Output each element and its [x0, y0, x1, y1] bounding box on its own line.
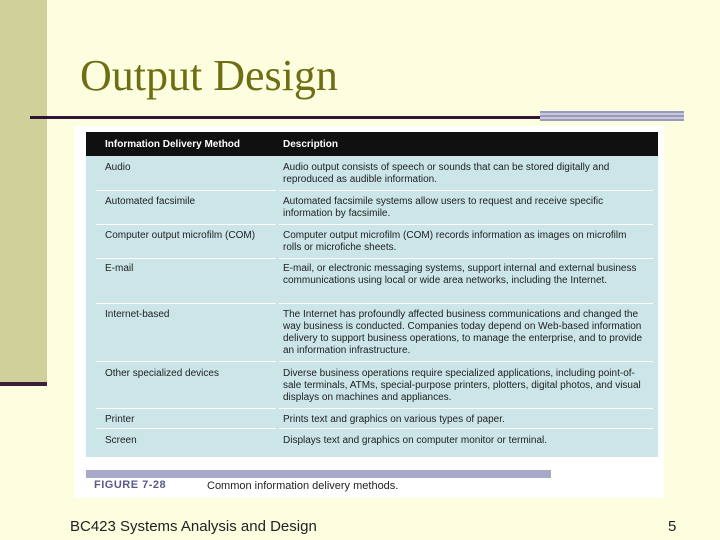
row-separator [279, 428, 653, 429]
row-method: E-mail [105, 263, 134, 274]
row-separator [96, 190, 276, 191]
row-separator [279, 224, 653, 225]
row-separator [96, 303, 276, 304]
row-separator [96, 361, 276, 362]
title-rule-accent [540, 111, 684, 121]
header-method: Information Delivery Method [105, 139, 241, 150]
figure [74, 126, 664, 498]
delivery-methods-table [86, 132, 658, 457]
row-method: Internet-based [105, 309, 170, 320]
row-description: The Internet has profoundly affected business communications and changed the way business is conducted. Companies today depend on Web-based information delivery to support business operations, to manage the enterprise, and to provide an information infrastructure. [283, 309, 643, 356]
footer-course: BC423 Systems Analysis and Design [70, 518, 317, 535]
row-separator [96, 408, 276, 409]
title-rule [30, 116, 540, 119]
row-description: E-mail, or electronic messaging systems, support internal and external business communications using local or wide area networks, including the Internet. [283, 263, 637, 286]
row-method: Audio [105, 162, 131, 173]
row-method: Screen [105, 435, 137, 446]
row-separator [279, 258, 653, 259]
row-description: Audio output consists of speech or sounds that can be stored digitally and reproduced as audible information. [283, 162, 610, 185]
row-separator [279, 361, 653, 362]
row-description: Displays text and graphics on computer monitor or terminal. [283, 435, 548, 446]
row-separator [96, 224, 276, 225]
slide-title: Output Design [80, 51, 338, 100]
left-accent-bar [0, 0, 47, 385]
row-separator [279, 190, 653, 191]
figure-label: FIGURE 7-28 [94, 479, 167, 491]
figure-caption: Common information delivery methods. [207, 480, 399, 492]
row-description: Computer output microfilm (COM) records information as images on microfilm rolls or microfiche sheets. [283, 230, 627, 253]
page-number: 5 [668, 518, 677, 535]
row-description: Prints text and graphics on various types of paper. [283, 414, 505, 425]
row-separator [96, 258, 276, 259]
row-method: Printer [105, 414, 135, 425]
row-description: Diverse business operations require specialized applications, including point-of-sale terminals, ATMs, special-purpose printers, plotters, digital photos, and visual displays on machines and appliances. [283, 368, 641, 403]
row-method: Other specialized devices [105, 368, 219, 379]
caption-bar [86, 470, 551, 478]
left-accent-bar-end [0, 382, 47, 386]
row-separator [279, 408, 653, 409]
table-header [86, 132, 658, 156]
row-method: Computer output microfilm (COM) [105, 230, 256, 241]
row-method: Automated facsimile [105, 196, 196, 207]
row-separator [96, 428, 276, 429]
row-description: Automated facsimile systems allow users to request and receive specific information by facsimile. [283, 196, 604, 219]
header-description: Description [283, 139, 339, 150]
row-separator [279, 303, 653, 304]
